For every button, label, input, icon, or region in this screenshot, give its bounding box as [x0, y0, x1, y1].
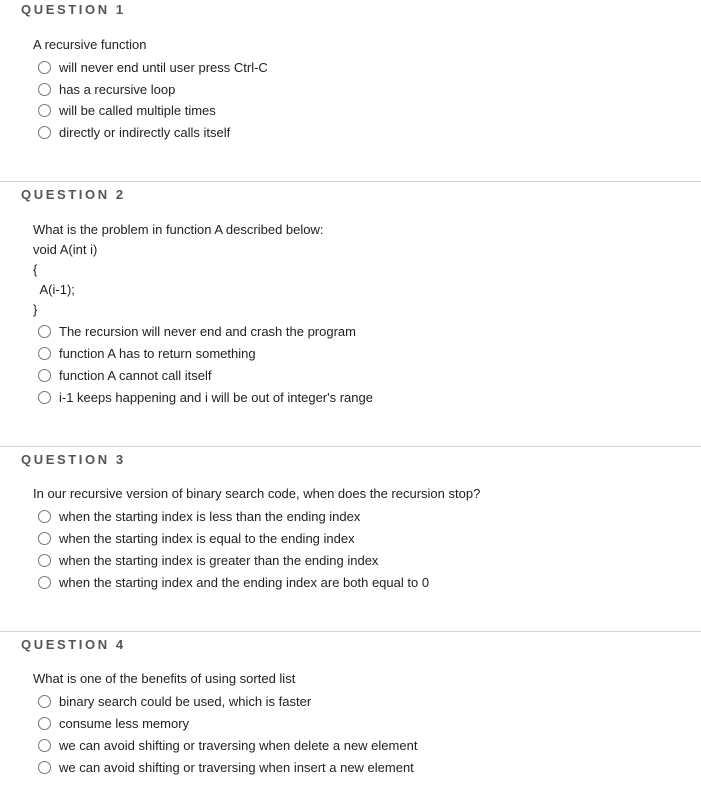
question-3-heading: QUESTION 3 — [21, 452, 126, 467]
question-1-option-1[interactable]: will never end until user press Ctrl-C — [38, 58, 268, 76]
question-2-text: What is the problem in function A described below: — [33, 222, 324, 237]
question-4-option-2[interactable]: consume less memory — [38, 714, 189, 732]
question-1-option-3[interactable]: will be called multiple times — [38, 101, 216, 119]
question-4-option-3[interactable]: we can avoid shifting or traversing when delete a new element — [38, 736, 417, 754]
question-4-heading: QUESTION 4 — [21, 637, 126, 652]
radio-button[interactable] — [38, 369, 51, 382]
radio-button[interactable] — [38, 739, 51, 752]
radio-button[interactable] — [38, 126, 51, 139]
question-1-heading: QUESTION 1 — [21, 2, 126, 17]
question-4-option-4[interactable]: we can avoid shifting or traversing when insert a new element — [38, 758, 414, 776]
radio-button[interactable] — [38, 325, 51, 338]
question-1-option-2[interactable]: has a recursive loop — [38, 80, 175, 98]
divider — [0, 181, 701, 182]
code-line: A(i-1); — [33, 282, 75, 297]
question-2-option-1[interactable]: The recursion will never end and crash the program — [38, 322, 356, 340]
radio-button[interactable] — [38, 554, 51, 567]
question-4-text: What is one of the benefits of using sorted list — [33, 671, 296, 686]
radio-button[interactable] — [38, 104, 51, 117]
divider — [0, 631, 701, 632]
code-line: { — [33, 262, 38, 277]
question-3-option-3[interactable]: when the starting index is greater than the ending index — [38, 551, 378, 569]
code-line: } — [33, 302, 38, 317]
radio-button[interactable] — [38, 695, 51, 708]
question-3-option-4[interactable]: when the starting index and the ending index are both equal to 0 — [38, 573, 429, 591]
question-2-option-4[interactable]: i-1 keeps happening and i will be out of integer's range — [38, 388, 373, 406]
question-4-option-1[interactable]: binary search could be used, which is faster — [38, 692, 311, 710]
radio-button[interactable] — [38, 717, 51, 730]
question-1-text: A recursive function — [33, 37, 147, 52]
radio-button[interactable] — [38, 61, 51, 74]
radio-button[interactable] — [38, 83, 51, 96]
question-1-option-4[interactable]: directly or indirectly calls itself — [38, 123, 230, 141]
radio-button[interactable] — [38, 347, 51, 360]
question-3-option-2[interactable]: when the starting index is equal to the ending index — [38, 529, 355, 547]
question-2-option-3[interactable]: function A cannot call itself — [38, 366, 211, 384]
radio-button[interactable] — [38, 510, 51, 523]
question-2-option-2[interactable]: function A has to return something — [38, 344, 256, 362]
radio-button[interactable] — [38, 532, 51, 545]
divider — [0, 446, 701, 447]
radio-button[interactable] — [38, 391, 51, 404]
question-3-text: In our recursive version of binary search code, when does the recursion stop? — [33, 486, 481, 501]
question-2-heading: QUESTION 2 — [21, 187, 126, 202]
question-3-option-1[interactable]: when the starting index is less than the ending index — [38, 507, 360, 525]
radio-button[interactable] — [38, 761, 51, 774]
code-line: void A(int i) — [33, 242, 98, 257]
radio-button[interactable] — [38, 576, 51, 589]
